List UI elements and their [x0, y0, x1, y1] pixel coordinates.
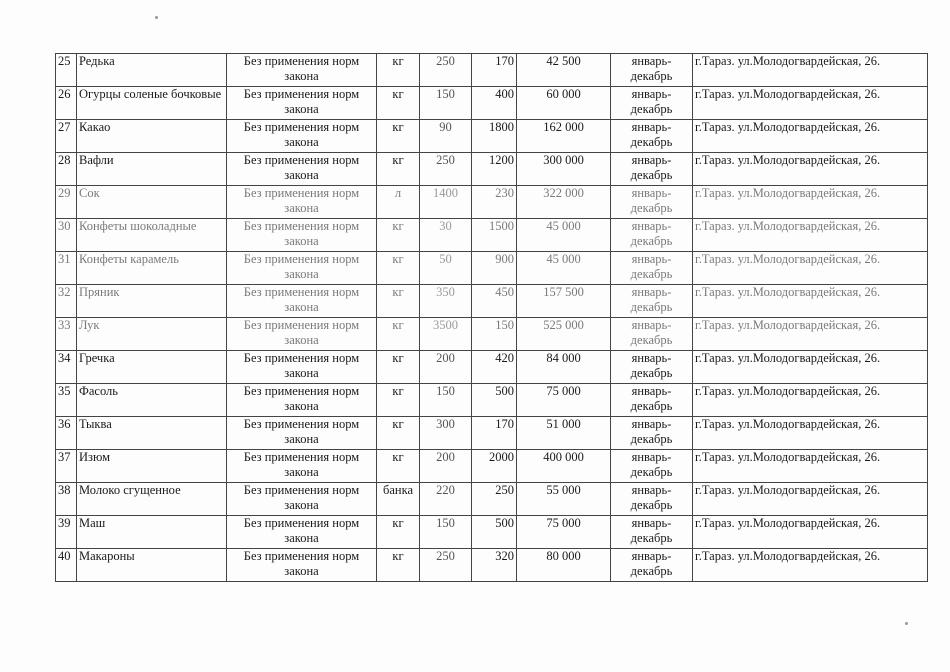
- unit-of-measure-cell: кг: [377, 450, 420, 483]
- unit-price-cell: 450: [472, 285, 517, 318]
- table-row: [56, 384, 928, 417]
- quantity-cell: 300: [420, 417, 472, 450]
- unit-of-measure-cell: кг: [377, 153, 420, 186]
- total-amount-cell: 400 000: [517, 450, 611, 483]
- total-amount-cell: 60 000: [517, 87, 611, 120]
- unit-of-measure-cell: кг: [377, 120, 420, 153]
- delivery-address-cell: г.Тараз. ул.Молодогвардейская, 26.: [693, 450, 928, 483]
- product-name-cell: Маш: [77, 516, 227, 549]
- product-name-cell: Гречка: [77, 351, 227, 384]
- quantity-cell: 1400: [420, 186, 472, 219]
- procurement-method-cell: Без применения норм закона: [227, 87, 377, 120]
- unit-price-cell: 2000: [472, 450, 517, 483]
- product-name-cell: Вафли: [77, 153, 227, 186]
- total-amount-cell: 525 000: [517, 318, 611, 351]
- procurement-method-cell: Без применения норм закона: [227, 384, 377, 417]
- table-row: [56, 417, 928, 450]
- delivery-period-cell: январь-декабрь: [611, 483, 693, 516]
- unit-of-measure-cell: л: [377, 186, 420, 219]
- row-number-cell: 31: [56, 252, 77, 285]
- unit-of-measure-cell: кг: [377, 351, 420, 384]
- row-number-cell: 30: [56, 219, 77, 252]
- procurement-method-cell: Без применения норм закона: [227, 54, 377, 87]
- table-row: [56, 120, 928, 153]
- table-row: [56, 219, 928, 252]
- quantity-cell: 250: [420, 549, 472, 582]
- table-row: [56, 54, 928, 87]
- product-name-cell: Молоко сгущенное: [77, 483, 227, 516]
- delivery-period-cell: январь-декабрь: [611, 120, 693, 153]
- total-amount-cell: 42 500: [517, 54, 611, 87]
- table-row: [56, 87, 928, 120]
- unit-of-measure-cell: кг: [377, 549, 420, 582]
- unit-of-measure-cell: кг: [377, 252, 420, 285]
- table-row: [56, 351, 928, 384]
- unit-of-measure-cell: кг: [377, 384, 420, 417]
- procurement-method-cell: Без применения норм закона: [227, 450, 377, 483]
- product-name-cell: Изюм: [77, 450, 227, 483]
- row-number-cell: 40: [56, 549, 77, 582]
- procurement-method-cell: Без применения норм закона: [227, 285, 377, 318]
- row-number-cell: 35: [56, 384, 77, 417]
- delivery-address-cell: г.Тараз. ул.Молодогвардейская, 26.: [693, 219, 928, 252]
- procurement-method-cell: Без применения норм закона: [227, 153, 377, 186]
- quantity-cell: 150: [420, 87, 472, 120]
- row-number-cell: 32: [56, 285, 77, 318]
- total-amount-cell: 162 000: [517, 120, 611, 153]
- row-number-cell: 27: [56, 120, 77, 153]
- product-name-cell: Пряник: [77, 285, 227, 318]
- delivery-address-cell: г.Тараз. ул.Молодогвардейская, 26.: [693, 285, 928, 318]
- table-row: [56, 549, 928, 582]
- delivery-period-cell: январь-декабрь: [611, 285, 693, 318]
- total-amount-cell: 45 000: [517, 252, 611, 285]
- table-row: [56, 153, 928, 186]
- procurement-method-cell: Без применения норм закона: [227, 219, 377, 252]
- quantity-cell: 90: [420, 120, 472, 153]
- quantity-cell: 3500: [420, 318, 472, 351]
- unit-price-cell: 400: [472, 87, 517, 120]
- delivery-period-cell: январь-декабрь: [611, 87, 693, 120]
- quantity-cell: 30: [420, 219, 472, 252]
- delivery-address-cell: г.Тараз. ул.Молодогвардейская, 26.: [693, 153, 928, 186]
- delivery-address-cell: г.Тараз. ул.Молодогвардейская, 26.: [693, 549, 928, 582]
- quantity-cell: 200: [420, 450, 472, 483]
- delivery-address-cell: г.Тараз. ул.Молодогвардейская, 26.: [693, 483, 928, 516]
- unit-price-cell: 900: [472, 252, 517, 285]
- delivery-period-cell: январь-декабрь: [611, 384, 693, 417]
- row-number-cell: 36: [56, 417, 77, 450]
- total-amount-cell: 55 000: [517, 483, 611, 516]
- quantity-cell: 150: [420, 516, 472, 549]
- unit-of-measure-cell: банка: [377, 483, 420, 516]
- unit-of-measure-cell: кг: [377, 285, 420, 318]
- unit-price-cell: 150: [472, 318, 517, 351]
- total-amount-cell: 51 000: [517, 417, 611, 450]
- delivery-period-cell: январь-декабрь: [611, 417, 693, 450]
- row-number-cell: 38: [56, 483, 77, 516]
- delivery-address-cell: г.Тараз. ул.Молодогвардейская, 26.: [693, 87, 928, 120]
- procurement-method-cell: Без применения норм закона: [227, 516, 377, 549]
- procurement-method-cell: Без применения норм закона: [227, 186, 377, 219]
- delivery-period-cell: январь-декабрь: [611, 153, 693, 186]
- delivery-address-cell: г.Тараз. ул.Молодогвардейская, 26.: [693, 516, 928, 549]
- delivery-period-cell: январь-декабрь: [611, 450, 693, 483]
- table-row: [56, 186, 928, 219]
- product-name-cell: Конфеты карамель: [77, 252, 227, 285]
- table-body: [56, 54, 928, 582]
- row-number-cell: 29: [56, 186, 77, 219]
- unit-of-measure-cell: кг: [377, 318, 420, 351]
- row-number-cell: 28: [56, 153, 77, 186]
- row-number-cell: 33: [56, 318, 77, 351]
- delivery-period-cell: январь-декабрь: [611, 549, 693, 582]
- product-name-cell: Макароны: [77, 549, 227, 582]
- delivery-address-cell: г.Тараз. ул.Молодогвардейская, 26.: [693, 417, 928, 450]
- unit-price-cell: 500: [472, 516, 517, 549]
- procurement-method-cell: Без применения норм закона: [227, 120, 377, 153]
- product-name-cell: Редька: [77, 54, 227, 87]
- total-amount-cell: 157 500: [517, 285, 611, 318]
- procurement-method-cell: Без применения норм закона: [227, 549, 377, 582]
- row-number-cell: 34: [56, 351, 77, 384]
- table-row: [56, 252, 928, 285]
- delivery-address-cell: г.Тараз. ул.Молодогвардейская, 26.: [693, 186, 928, 219]
- table-row: [56, 450, 928, 483]
- quantity-cell: 250: [420, 54, 472, 87]
- delivery-address-cell: г.Тараз. ул.Молодогвардейская, 26.: [693, 120, 928, 153]
- unit-price-cell: 170: [472, 417, 517, 450]
- quantity-cell: 50: [420, 252, 472, 285]
- delivery-period-cell: январь-декабрь: [611, 318, 693, 351]
- delivery-address-cell: г.Тараз. ул.Молодогвардейская, 26.: [693, 54, 928, 87]
- product-name-cell: Конфеты шоколадные: [77, 219, 227, 252]
- quantity-cell: 350: [420, 285, 472, 318]
- unit-price-cell: 1200: [472, 153, 517, 186]
- unit-price-cell: 1800: [472, 120, 517, 153]
- unit-of-measure-cell: кг: [377, 219, 420, 252]
- row-number-cell: 26: [56, 87, 77, 120]
- table-row: [56, 483, 928, 516]
- unit-price-cell: 500: [472, 384, 517, 417]
- scan-speck: [905, 622, 908, 625]
- unit-price-cell: 420: [472, 351, 517, 384]
- unit-of-measure-cell: кг: [377, 417, 420, 450]
- unit-price-cell: 320: [472, 549, 517, 582]
- procurement-table: [55, 53, 928, 582]
- product-name-cell: Тыква: [77, 417, 227, 450]
- product-name-cell: Сок: [77, 186, 227, 219]
- row-number-cell: 25: [56, 54, 77, 87]
- table-row: [56, 285, 928, 318]
- table-row: [56, 318, 928, 351]
- row-number-cell: 37: [56, 450, 77, 483]
- unit-of-measure-cell: кг: [377, 54, 420, 87]
- delivery-address-cell: г.Тараз. ул.Молодогвардейская, 26.: [693, 318, 928, 351]
- procurement-method-cell: Без применения норм закона: [227, 252, 377, 285]
- delivery-period-cell: январь-декабрь: [611, 54, 693, 87]
- unit-of-measure-cell: кг: [377, 87, 420, 120]
- delivery-period-cell: январь-декабрь: [611, 516, 693, 549]
- product-name-cell: Лук: [77, 318, 227, 351]
- total-amount-cell: 80 000: [517, 549, 611, 582]
- total-amount-cell: 322 000: [517, 186, 611, 219]
- total-amount-cell: 300 000: [517, 153, 611, 186]
- total-amount-cell: 84 000: [517, 351, 611, 384]
- delivery-address-cell: г.Тараз. ул.Молодогвардейская, 26.: [693, 384, 928, 417]
- total-amount-cell: 45 000: [517, 219, 611, 252]
- unit-price-cell: 1500: [472, 219, 517, 252]
- quantity-cell: 250: [420, 153, 472, 186]
- procurement-method-cell: Без применения норм закона: [227, 318, 377, 351]
- delivery-period-cell: январь-декабрь: [611, 351, 693, 384]
- unit-of-measure-cell: кг: [377, 516, 420, 549]
- procurement-method-cell: Без применения норм закона: [227, 417, 377, 450]
- table-row: [56, 516, 928, 549]
- scan-speck: [155, 16, 158, 19]
- unit-price-cell: 250: [472, 483, 517, 516]
- delivery-address-cell: г.Тараз. ул.Молодогвардейская, 26.: [693, 252, 928, 285]
- product-name-cell: Какао: [77, 120, 227, 153]
- unit-price-cell: 230: [472, 186, 517, 219]
- unit-price-cell: 170: [472, 54, 517, 87]
- total-amount-cell: 75 000: [517, 384, 611, 417]
- quantity-cell: 200: [420, 351, 472, 384]
- procurement-method-cell: Без применения норм закона: [227, 483, 377, 516]
- delivery-period-cell: январь-декабрь: [611, 252, 693, 285]
- product-name-cell: Фасоль: [77, 384, 227, 417]
- quantity-cell: 220: [420, 483, 472, 516]
- procurement-method-cell: Без применения норм закона: [227, 351, 377, 384]
- delivery-period-cell: январь-декабрь: [611, 219, 693, 252]
- product-name-cell: Огурцы соленые бочковые: [77, 87, 227, 120]
- delivery-period-cell: январь-декабрь: [611, 186, 693, 219]
- delivery-address-cell: г.Тараз. ул.Молодогвардейская, 26.: [693, 351, 928, 384]
- quantity-cell: 150: [420, 384, 472, 417]
- total-amount-cell: 75 000: [517, 516, 611, 549]
- row-number-cell: 39: [56, 516, 77, 549]
